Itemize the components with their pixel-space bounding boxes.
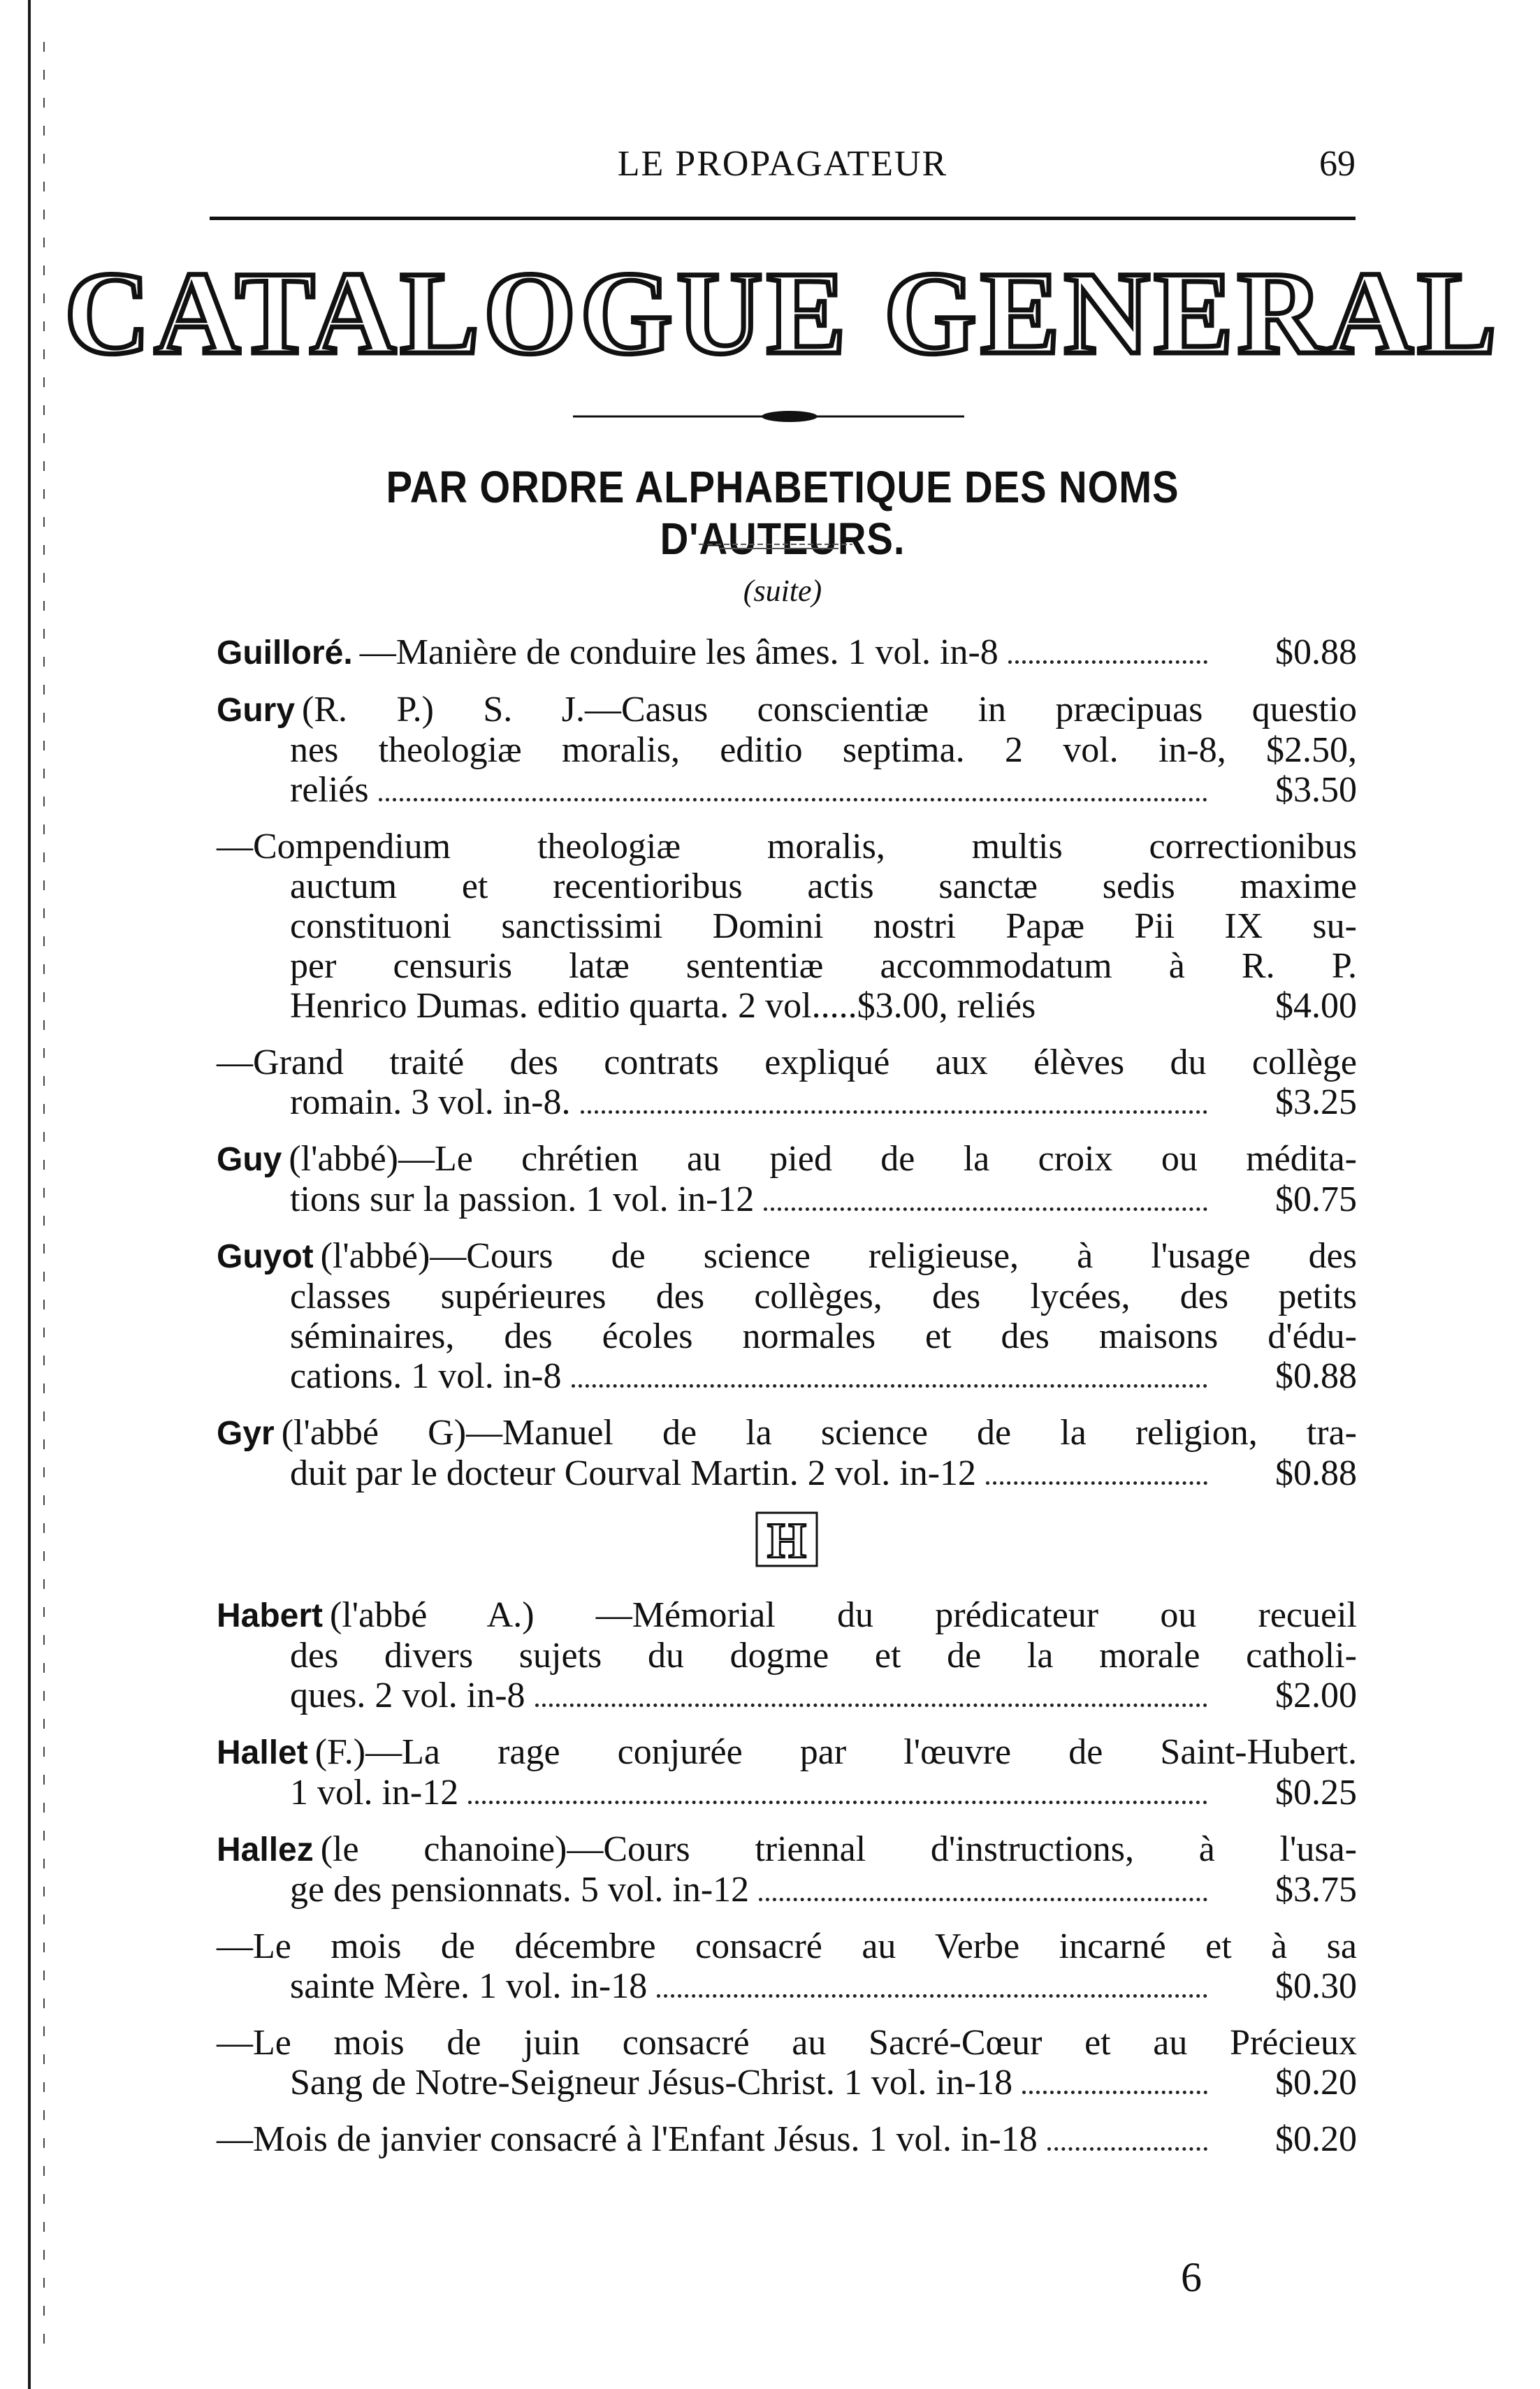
catalog-entry (217, 1043, 1357, 1122)
entry-line (217, 827, 1357, 866)
catalog-entry (217, 2023, 1357, 2103)
entry-text: tions sur la passion. 1 vol. in-12 (290, 1179, 755, 1219)
dot-leader (572, 1384, 1207, 1388)
entry-text: (l'abbé A.) —Mémorial du prédicateur ou recueil (330, 1595, 1357, 1635)
entry-author: Guy (217, 1141, 282, 1178)
entry-line (217, 632, 1357, 673)
entry-text: des divers sujets du dogme et de la morale catholi- (290, 1636, 1357, 1676)
entry-price: $0.30 (1275, 1966, 1357, 2006)
entry-price: $0.25 (1275, 1773, 1357, 1813)
entry-text: (l'abbé)—Le chrétien au pied de la croix ou médita- (289, 1139, 1357, 1179)
entry-author: Hallez (217, 1831, 314, 1868)
catalog-entry (217, 1139, 1357, 1219)
decorative-rule (699, 542, 852, 551)
entry-text: 1 vol. in-12 (290, 1773, 459, 1813)
entry-line (217, 1139, 1357, 1179)
entries-section-g (217, 632, 1357, 1493)
entry-price: $0.88 (1275, 1356, 1357, 1396)
entry-text: —Le mois de juin consacré au Sacré-Cœur et au Précieux (217, 2023, 1357, 2063)
entry-price: $3.25 (1275, 1082, 1357, 1122)
catalog-entry (217, 632, 1357, 673)
entry-line (217, 2063, 1357, 2103)
binding-stitch (43, 42, 45, 2348)
catalog-list (217, 632, 1357, 2176)
dot-leader (468, 1801, 1207, 1804)
catalog-entry (217, 1732, 1357, 1813)
entry-author: Guilloré. (217, 634, 353, 671)
entry-text: cations. 1 vol. in-8 (290, 1356, 562, 1396)
entry-line (217, 946, 1357, 986)
entry-text: —Manière de conduire les âmes. 1 vol. in-8 (359, 632, 998, 672)
entry-line (217, 1636, 1357, 1676)
entry-text: constituoni sanctissimi Domini nostri Papæ Pii IX su- (290, 906, 1357, 946)
entry-text: reliés (290, 770, 369, 810)
entry-text: ge des pensionnats. 5 vol. in-12 (290, 1870, 750, 1910)
entry-text: séminaires, des écoles normales et des maisons d'édu- (290, 1316, 1357, 1356)
entry-price: $0.75 (1275, 1179, 1357, 1219)
entry-text: (l'abbé G)—Manuel de la science de la religion, tra- (281, 1413, 1357, 1453)
entry-line (217, 770, 1357, 810)
entry-line (217, 1595, 1357, 1636)
entry-author: Guyot (217, 1238, 314, 1275)
catalogue-title-lettering (64, 238, 1501, 384)
entry-price: $0.20 (1275, 2063, 1357, 2103)
binding-edge (28, 0, 31, 2389)
catalog-entry (217, 1595, 1357, 1715)
entry-line (217, 866, 1357, 906)
entry-text: (F.)—La rage conjurée par l'œuvre de Saint-Hubert. (314, 1732, 1357, 1772)
section-letter-h (217, 1511, 1357, 1574)
entry-line (217, 1829, 1357, 1870)
entry-line (217, 1082, 1357, 1122)
ornament-rule (573, 408, 964, 425)
catalog-entry (217, 2119, 1357, 2159)
catalog-entry (217, 1829, 1357, 1910)
entry-line (217, 1356, 1357, 1396)
entry-line (217, 1236, 1357, 1277)
entry-text: nes theologiæ moralis, editio septima. 2 vol. in-8, $2.50, (290, 730, 1357, 770)
entry-line (217, 986, 1357, 1026)
entry-line (217, 1316, 1357, 1356)
entry-text: (l'abbé)—Cours de science religieuse, à l'usage des (320, 1236, 1357, 1276)
dot-leader (764, 1207, 1207, 1211)
entry-price: $2.00 (1275, 1676, 1357, 1715)
entry-author: Hallet (217, 1734, 308, 1771)
entry-text: ques. 2 vol. in-8 (290, 1676, 525, 1715)
entry-price: $3.75 (1275, 1870, 1357, 1910)
dot-leader (1047, 2147, 1207, 2151)
catalog-entry (217, 827, 1357, 1026)
entry-line (217, 1870, 1357, 1910)
entry-line (217, 1179, 1357, 1219)
dot-leader (535, 1704, 1207, 1707)
catalog-entry (217, 1413, 1357, 1493)
dot-leader (759, 1898, 1207, 1901)
entry-price: $0.88 (1275, 1453, 1357, 1493)
entry-text: duit par le docteur Courval Martin. 2 vol. in-12 (290, 1453, 977, 1493)
entry-text: romain. 3 vol. in-8. (290, 1082, 571, 1122)
entry-price: $0.20 (1275, 2119, 1357, 2159)
entry-line (217, 1926, 1357, 1966)
catalog-entry (217, 690, 1357, 810)
entry-line (217, 1277, 1357, 1316)
section-letter-h-glyph (755, 1511, 818, 1567)
suite-label: (suite) (743, 574, 822, 608)
entry-line (217, 2119, 1357, 2159)
entry-text: Sang de Notre-Seigneur Jésus-Christ. 1 vol. in-18 (290, 2063, 1013, 2103)
entry-line (217, 690, 1357, 730)
entry-line (217, 1966, 1357, 2006)
entry-text: (R. P.) S. J.—Casus conscientiæ in præcipuas questio (302, 690, 1357, 729)
entry-price: $3.50 (1275, 770, 1357, 810)
entry-text: Henrico Dumas. editio quarta. 2 vol.....$3.00, reliés (290, 986, 1036, 1026)
page-number: 69 (1319, 144, 1356, 184)
page-header (210, 143, 1356, 192)
entry-text: sainte Mère. 1 vol. in-18 (290, 1966, 648, 2006)
entry-line (217, 1043, 1357, 1082)
catalog-entry (217, 1236, 1357, 1396)
entry-line (217, 1732, 1357, 1773)
entry-text: —Grand traité des contrats expliqué aux élèves du collège (217, 1043, 1357, 1082)
entry-author: Gyr (217, 1415, 275, 1452)
entry-price: $0.88 (1275, 632, 1357, 672)
dot-leader (657, 1994, 1207, 1998)
entry-text: (le chanoine)—Cours triennal d'instructions, à l'usa- (320, 1829, 1357, 1869)
entries-section-h (217, 1595, 1357, 2159)
entry-line (217, 1453, 1357, 1493)
dot-leader (986, 1481, 1207, 1485)
dot-leader (379, 798, 1207, 801)
entry-author: Habert (217, 1597, 324, 1634)
entry-line (217, 2023, 1357, 2063)
entry-line (217, 906, 1357, 946)
entry-text: —Le mois de décembre consacré au Verbe incarné et à sa (217, 1926, 1357, 1966)
entry-line (217, 730, 1357, 770)
catalogue-title (64, 238, 1501, 384)
entry-price: $4.00 (1275, 986, 1357, 1026)
entry-text: auctum et recentioribus actis sanctæ sedis maxime (290, 866, 1357, 906)
catalogue-subtitle: PAR ORDRE ALPHABETIQUE DES NOMS D'AUTEURS. (386, 462, 1179, 564)
entry-text: —Compendium theologiæ moralis, multis correctionibus (217, 827, 1357, 866)
entry-line (217, 1413, 1357, 1453)
dot-leader (1022, 2091, 1207, 2094)
running-head: LE PROPAGATEUR (617, 144, 948, 184)
signature-mark: 6 (1181, 2254, 1202, 2300)
entry-line (217, 1676, 1357, 1715)
entry-text: per censuris latæ sententiæ accommodatum à R. P. (290, 946, 1357, 986)
entry-line (217, 1773, 1357, 1813)
dot-leader (1008, 660, 1207, 664)
section-letter-text: H (767, 1513, 807, 1569)
catalog-entry (217, 1926, 1357, 2006)
entry-text: classes supérieures des collèges, des lycées, des petits (290, 1277, 1357, 1316)
entry-text: —Mois de janvier consacré à l'Enfant Jésus. 1 vol. in-18 (217, 2119, 1038, 2159)
entry-author: Gury (217, 692, 296, 729)
header-rule (210, 217, 1356, 220)
dot-leader (581, 1110, 1207, 1114)
catalogue-title-text: CATALOGUE GENERAL (64, 247, 1501, 379)
